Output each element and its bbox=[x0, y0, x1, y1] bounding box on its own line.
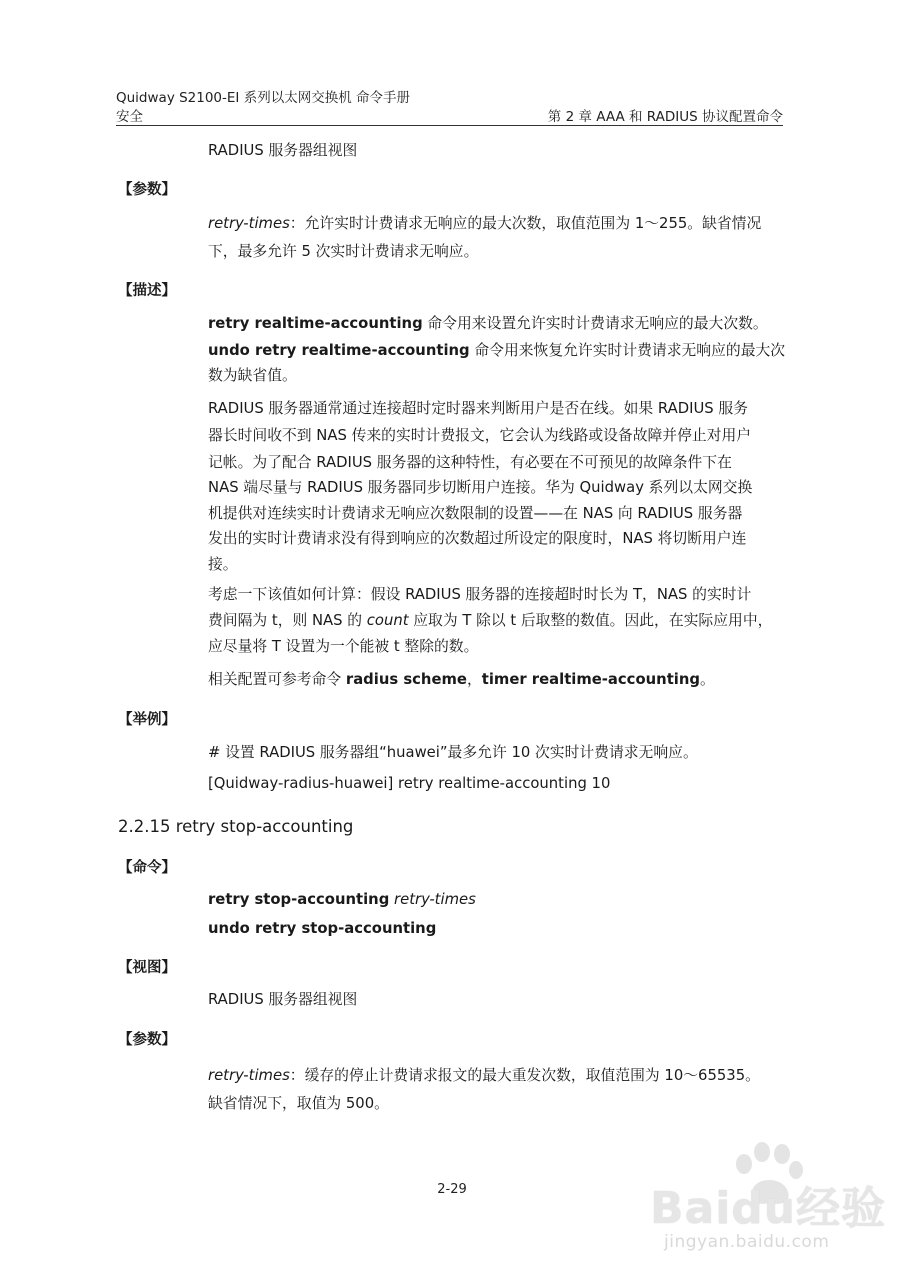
watermark-url: jingyan.baidu.com bbox=[664, 1232, 830, 1252]
desc-related-line: 相关配置可参考命令 radius scheme，timer realtime-accounting。 bbox=[208, 671, 715, 688]
desc-para2-line: 记帐。为了配合 RADIUS 服务器的这种特性，有必要在不可预见的故障条件下在 bbox=[208, 454, 732, 471]
param-name: retry-times bbox=[394, 891, 476, 908]
section-heading-example: 【举例】 bbox=[118, 712, 176, 728]
header-chapter: 第 2 章 AAA 和 RADIUS 协议配置命令 bbox=[547, 109, 783, 125]
watermark-logo-text: Baidu经验 bbox=[650, 1183, 887, 1234]
desc-para2-line: 机提供对连续实时计费请求无响应次数限制的设置——在 NAS 向 RADIUS 服务器 bbox=[208, 505, 743, 522]
example-cli: [Quidway-radius-huawei] retry realtime-accounting 10 bbox=[208, 775, 611, 792]
desc-para3-line: 考虑一下该值如何计算：假设 RADIUS 服务器的连接超时时长为 T，NAS 的实时计 bbox=[208, 586, 752, 603]
command-syntax-1 bbox=[208, 890, 476, 910]
page-number: 2-29 bbox=[437, 1182, 467, 1197]
desc-para2-line: NAS 端尽量与 RADIUS 服务器同步切断用户连接。华为 Quidway 系列以太网交换 bbox=[208, 479, 753, 496]
desc-para3-line: 应尽量将 T 设置为一个能被 t 整除的数。 bbox=[208, 638, 479, 655]
view-text-2: RADIUS 服务器组视图 bbox=[208, 991, 358, 1008]
param-name: retry-times bbox=[208, 1067, 290, 1084]
baidu-watermark bbox=[640, 1140, 887, 1270]
param-count: count bbox=[366, 612, 409, 629]
command-name: radius scheme bbox=[345, 671, 467, 688]
section-heading-params: 【参数】 bbox=[118, 182, 176, 198]
desc-cmd1-line: retry realtime-accounting 命令用来设置允许实时计费请求无响应的最大次数。 bbox=[208, 315, 768, 332]
desc-para2-line: 发出的实时计费请求没有得到响应的次数超过所设定的限度时，NAS 将切断用户连 bbox=[208, 530, 747, 547]
example-comment: # 设置 RADIUS 服务器组“huawei”最多允许 10 次实时计费请求无响应。 bbox=[208, 744, 698, 761]
params2-line-2: 缺省情况下，取值为 500。 bbox=[208, 1095, 389, 1112]
command-name: timer realtime-accounting bbox=[481, 671, 700, 688]
command-name: undo retry realtime-accounting bbox=[208, 342, 470, 359]
section-heading-command: 【命令】 bbox=[118, 860, 176, 876]
desc-para2-line: 器长时间收不到 NAS 传来的实时计费报文，它会认为线路或设备故障并停止对用户 bbox=[208, 427, 752, 444]
command-syntax-2 bbox=[208, 919, 436, 939]
subsection-title: 2.2.15 retry stop-accounting bbox=[118, 817, 354, 836]
desc-cmd2-line: undo retry realtime-accounting 命令用来恢复允许实时计费请求无响应的最大次 bbox=[208, 342, 786, 359]
section-heading-params-2: 【参数】 bbox=[118, 1032, 176, 1048]
desc-para3-line: 费间隔为 t，则 NAS 的 count 应取为 T 除以 t 后取整的数值。因此，在实际应用中， bbox=[208, 612, 773, 629]
desc-para2-line: 接。 bbox=[208, 556, 238, 573]
param-name: retry-times bbox=[208, 215, 290, 232]
desc-para2-line: RADIUS 服务器通常通过连接超时定时器来判断用户是否在线。如果 RADIUS 服务 bbox=[208, 400, 748, 417]
header-section: 安全 bbox=[116, 109, 143, 125]
params-line-2: 下，最多允许 5 次实时计费请求无响应。 bbox=[208, 243, 479, 260]
section-heading-view: 【视图】 bbox=[118, 960, 176, 976]
params-line-1: retry-times：允许实时计费请求无响应的最大次数，取值范围为 1～255。缺省情况 bbox=[208, 215, 762, 232]
section-heading-desc: 【描述】 bbox=[118, 283, 176, 299]
header-title: Quidway S2100-EI 系列以太网交换机 命令手册 bbox=[116, 90, 410, 106]
command-name: retry stop-accounting bbox=[208, 891, 390, 908]
command-name: undo retry stop-accounting bbox=[208, 920, 437, 937]
view-text: RADIUS 服务器组视图 bbox=[208, 142, 358, 159]
header-rule bbox=[116, 125, 783, 126]
command-name: retry realtime-accounting bbox=[208, 315, 423, 332]
params2-line-1: retry-times：缓存的停止计费请求报文的最大重发次数，取值范围为 10～65535。 bbox=[208, 1067, 760, 1084]
desc-cmd2-line-2: 数为缺省值。 bbox=[208, 367, 297, 384]
